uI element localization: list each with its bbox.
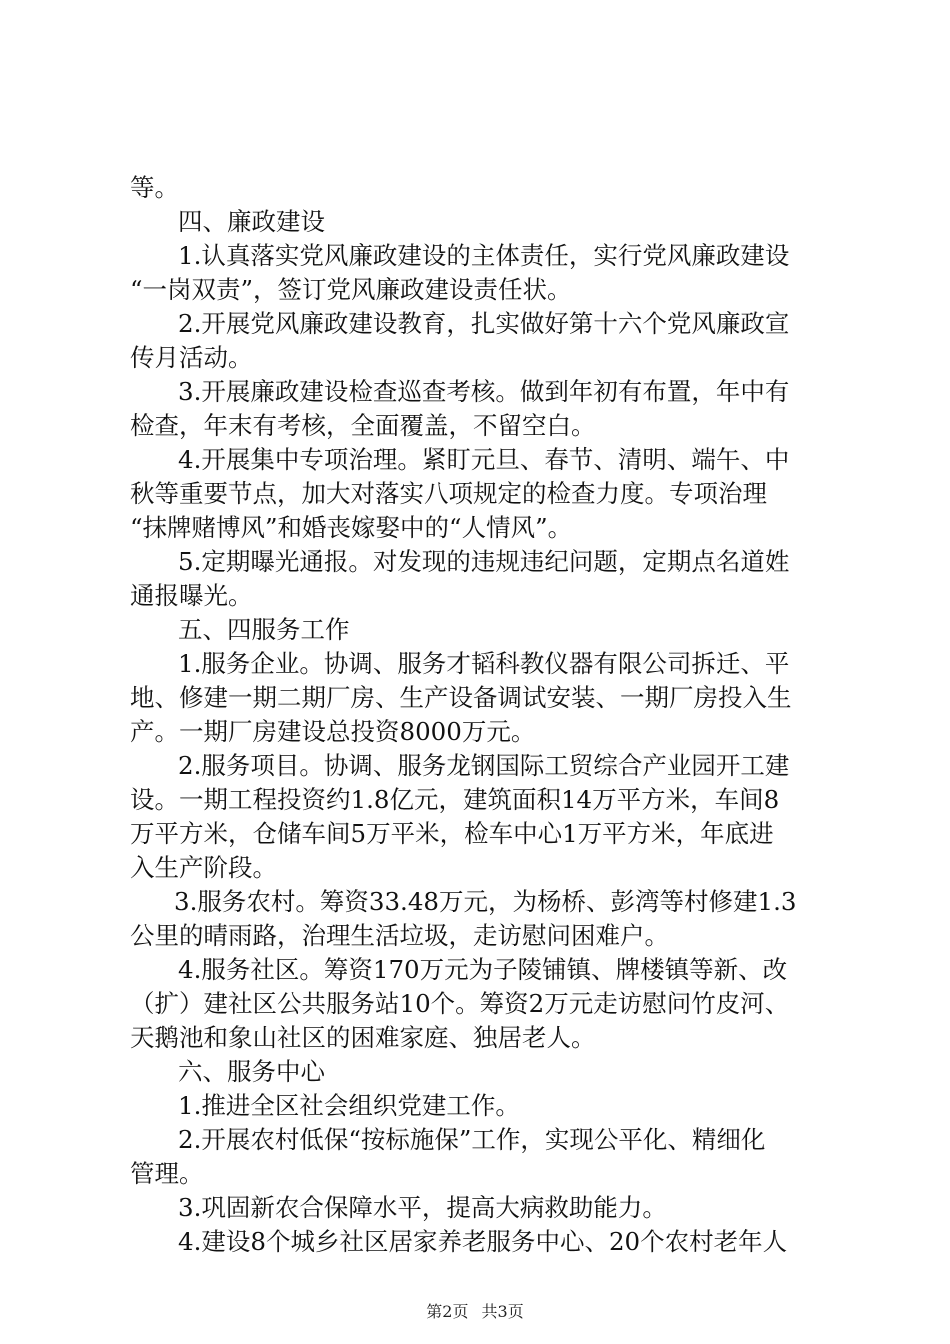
text-line: “抹牌赌博风”和婚丧嫁娶中的“人情风”。	[130, 513, 573, 542]
text-line: （扩）建社区公共服务站10个。筹资2万元走访慰问竹皮河、	[130, 989, 790, 1018]
text-line: 2.开展党风廉政建设教育，扎实做好第十六个党风廉政宣	[178, 309, 790, 338]
text-line: 秋等重要节点，加大对落实八项规定的检查力度。专项治理	[130, 479, 767, 508]
section-heading: 四、廉政建设	[178, 207, 325, 236]
text-line: 5.定期曝光通报。对发现的违规违纪问题，定期点名道姓	[178, 547, 790, 576]
text-line: 2.服务项目。协调、服务龙钢国际工贸综合产业园开工建	[178, 751, 790, 780]
text-line: 2.开展农村低保“按标施保”工作，实现公平化、精细化	[178, 1125, 766, 1154]
text-line: 检查，年末有考核，全面覆盖，不留空白。	[130, 411, 596, 440]
page-footer	[0, 1302, 950, 1322]
text-line: 等。	[130, 173, 179, 202]
text-line: 1.推进全区社会组织党建工作。	[178, 1091, 520, 1120]
text-line: 1.服务企业。协调、服务才韬科教仪器有限公司拆迁、平	[178, 649, 790, 678]
page-total: 共3页	[481, 1302, 524, 1321]
text-line: 4.开展集中专项治理。紧盯元旦、春节、清明、端午、中	[178, 445, 790, 474]
text-line: “一岗双责”，签订党风廉政建设责任状。	[130, 275, 572, 304]
text-line: 4.建设8个城乡社区居家养老服务中心、20个农村老年人	[178, 1227, 788, 1256]
text-line: 公里的晴雨路，治理生活垃圾，走访慰问困难户。	[130, 921, 669, 950]
text-line: 产。一期厂房建设总投资8000万元。	[130, 717, 536, 746]
text-line: 入生产阶段。	[130, 853, 277, 882]
text-line: 地、修建一期二期厂房、生产设备调试安装、一期厂房投入生	[130, 683, 792, 712]
text-line: 万平方米，仓储车间5万平米，检车中心1万平方米，年底进	[130, 819, 774, 848]
text-line: 天鹅池和象山社区的困难家庭、独居老人。	[130, 1023, 596, 1052]
text-line: 传月活动。	[130, 343, 253, 372]
text-line: 通报曝光。	[130, 581, 253, 610]
section-heading: 五、四服务工作	[178, 615, 350, 644]
text-line: 管理。	[130, 1159, 204, 1188]
text-line: 设。一期工程投资约1.8亿元，建筑面积14万平方米，车间8	[130, 785, 780, 814]
text-line: 1.认真落实党风廉政建设的主体责任，实行党风廉政建设	[178, 241, 790, 270]
text-line: 3.服务农村。筹资33.48万元，为杨桥、彭湾等村修建1.3	[174, 887, 797, 916]
text-line: 3.开展廉政建设检查巡查考核。做到年初有布置，年中有	[178, 377, 790, 406]
page-number: 第2页	[426, 1302, 469, 1321]
text-line: 4.服务社区。筹资170万元为子陵铺镇、牌楼镇等新、改	[178, 955, 788, 984]
section-heading: 六、服务中心	[178, 1057, 325, 1086]
text-line: 3.巩固新农合保障水平，提高大病救助能力。	[178, 1193, 667, 1222]
